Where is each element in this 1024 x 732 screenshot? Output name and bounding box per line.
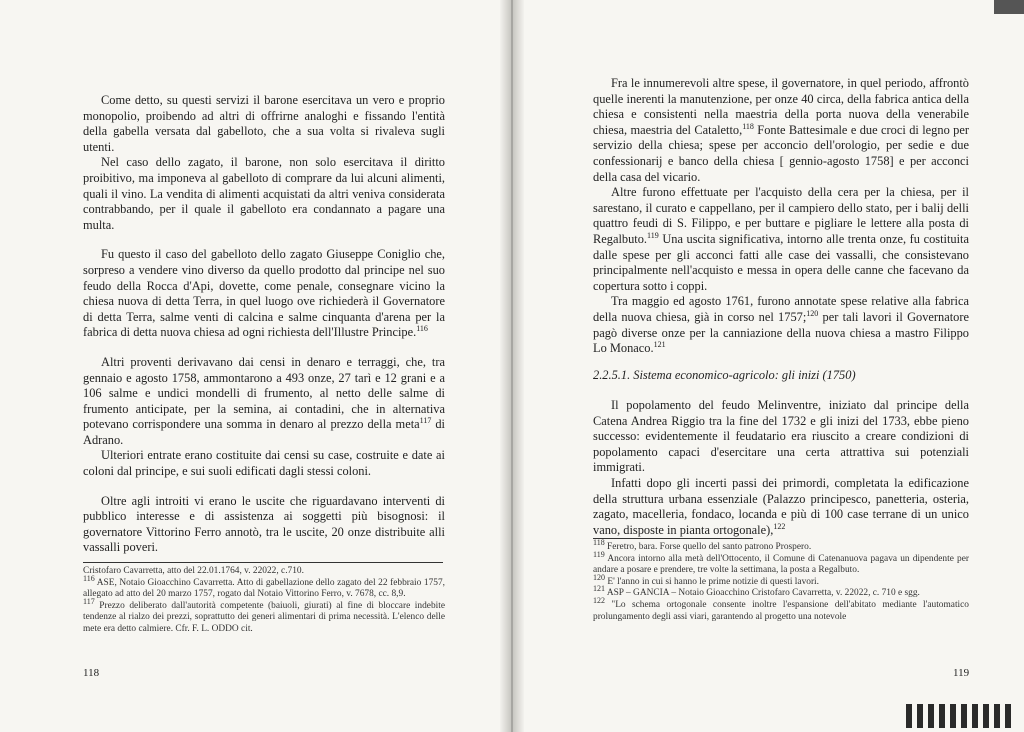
footnote-121 [593,584,969,600]
footnote-118-text: Feretro, bara. Forse quello del santo patrono Prospero. [607,542,812,552]
footnote-122-text: "Lo schema ortogonale consente inoltre l'espansione dell'abitato mediante l'automatico prolungamento degli assi viari, garantendo al progetto una notevole [593,599,969,622]
page-number-right: 119 [953,667,970,679]
right-paragraph-2-text: Altre furono effettuate per l'acquisto della cera per la chiesa, per il sarestano, il curato e cappellano, per il campiero dello stato, per i balij delli quattro feudi di S. Filippo, e per buttare e pigliare le lettere alla posta di Regalbuto. [593,185,969,246]
right-footnote-rule [593,538,753,539]
footnote-ref-122: 122 [773,521,786,531]
footnote-120 [593,572,969,589]
left-paragraph-6: Oltre agli introiti vi erano le uscite che riguardavano interventi di pubblico interesse e di assistenza ai soggetti più bisognosi: il governatore Vittorino Ferro annotò, tra le uscite, 20 onze distribuite alli vassalli poveri. [83,493,445,555]
right-body-text-2 [593,398,969,538]
left-paragraph-5: Ulteriori entrate erano costituite dai censi su case, costruite e date ai coloni dal principe, e sui suoli edificati dagli stessi coloni. [83,448,445,479]
footnote-117-text: Prezzo deliberato dall'autorità competente (baiuoli, giurati) al fine di bloccare indebite tendenze al rialzo dei prezzi, soprattutto dei generi alimentari di prima necessità. L'elenco delle mete era detto calmiere. Cfr. F. L. ODDO cit. [83,600,446,634]
right-paragraph-2-tail: Una uscita significativa, intorno alle trenta onze, fu costituita dalle spese per gli acconci fatti alle case dei vassalli, che consistevano principalmente nell'acquisto e messa in opera delle canne che facevano da copertura sotto i coppi. [593,231,969,293]
footnote-121-text: ASP – GANCIA – Notaio Gioacchino Cristofaro Cavarretta, v. 22022, c. 710 e sgg. [606,588,920,599]
left-body-text [83,93,445,556]
footnote-ref-118: 118 [742,121,754,131]
page-number-left: 118 [83,667,100,679]
right-footnotes [593,537,970,623]
left-footnotes [83,566,445,636]
section-heading: 2.2.5.1. Sistema economico-agricolo: gli inizi (1750) [593,368,856,382]
footnote-119 [593,549,970,577]
left-paragraph-1: Come detto, su questi servizi il barone esercitava un vero e proprio monopolio, proibendo ad altri di offrirne analoghi e fissando l'entità della gabella versata dal gabelloto, che a sua volta si rivaleva sugli utenti. [83,93,445,154]
right-paragraph-2 [593,185,969,294]
footnote-122 [593,595,969,623]
left-paragraph-3-text: Fu questo il caso del gabelloto dello zagato Giuseppe Coniglio che, sorpreso a vendere vino diverso da quello prodotto dal principe nel suo feudo della Rocca d'Api, dovette, come penale, consegnare vicino la chiesa nuova di detta Terra, in quel luogo ove richiederà il Governatore di detta Terra, salme venti di calcina e salme cinquanta d'arena per la fabrica di detta nuova chiesa ad ogni richiesta dell'Illustre Principe. [83,247,445,340]
footnote-mark-117: 117 [83,596,95,606]
footnote-mark-119: 119 [593,549,605,559]
left-paragraph-2: Nel caso dello zagato, il barone, non solo esercitava il diritto proibitivo, ma imponeva al gabelloto di comprare da lui alcuni alimenti, quali il vino. La vendita di alimenti acquistati da altri veniva considerata contrabbando, per il quale il gabelloto era condannato a pagare una multa. [83,155,445,232]
right-paragraph-5-text: Infatti dopo gli incerti passi dei primordi, completata la edificazione della struttura urbana essenziale (Palazzo principesco, panetteria, osteria, zagato, macelleria, fondaco, locanda e più di 100 case terrane di un unico vano, disposte in pianta ortogonale), [593,475,969,537]
footnote-ref-116: 116 [416,324,428,334]
book-gutter [500,0,524,732]
footnote-mark-122: 122 [593,595,605,605]
scan-edge-marks [906,704,1016,728]
right-paragraph-1-tail: Fonte Battesimale e due croci di legno per servizio della chiesa; spese per acconcio dell'orologio, per sedie e due confessionarij e banco della chiesa [ gennio-agosto 1758] e per acconci della casa del vicario. [593,122,969,184]
right-paragraph-3-tail: per tali lavori il Governatore pagò diverse onze per la canniazione della nuova chiesa a mastro Filippo Lo Monaco. [593,309,969,356]
footnote-ref-119: 119 [647,230,659,240]
footnote-ref-121: 121 [653,339,666,349]
right-body-text [593,76,969,357]
right-paragraph-3-text: Tra maggio ed agosto 1761, furono annotate spese relative alla fabrica della nuova chiesa, già in corso nel 1757; [593,294,969,324]
scan-corner [994,0,1024,14]
left-paragraph-3 [83,247,445,341]
right-paragraph-4: Il popolamento del feudo Melinventre, iniziato dal principe della Catena Andrea Riggio tra la fine del 1732 e gli inizi del 1733, ebbe pieno successo: evidentemente il feudatario era riuscito a creare condizioni di popolamento capaci d'esercitare una certa attrattiva sui potenziali immigrati. [593,398,969,475]
footnote-116 [83,573,445,601]
footnote-mark-120: 120 [593,572,605,582]
footnote-118 [593,537,969,554]
left-footnote-rule [83,562,443,563]
footnote-117 [83,596,446,636]
left-paragraph-4-text: Altri proventi derivavano dai censi in denaro e terraggi, che, tra gennaio e agosto 1758, ammontarono a 493 onze, 27 tarì e 12 grani e a 106 salme e undici mondelli di frumento, al netto delle salme di frumento anticipate, per la semina, ai contadini, che in alternativa potevano corrispondere una somma in denaro al prezzo della meta [83,354,445,432]
right-paragraph-3 [593,294,969,356]
right-paragraph-1-text: Fra le innumerevoli altre spese, il governatore, in quel periodo, affrontò quelle inerenti la manutenzione, per onze 40 circa, della fabrica antica della chiesa e consistenti nella maestria della porta nuova della venerabile chiesa, maestria del Cataletto, [593,76,969,137]
footnote-mark-116: 116 [83,573,95,583]
footnote-116-text: ASE, Notaio Gioacchino Cavarretta. Atto di gabellazione dello zagato del 22 febbraio 1757, allegato ad atto del 20 marzo 1757, rogato dal Notaio Vittorino Ferro, v. 7678, cc. 8,9. [83,577,445,600]
footnote-119-text: Ancora intorno alla metà dell'Ottocento, il Comune di Catenanuova pagava un dipendente per andare a posare e prendere, tre volte la settimana, la posta a Regalbuto. [593,553,970,576]
footnote-115-cont: Cristofaro Cavarretta, atto del 22.01.1764, v. 22022, c.710. [83,566,304,576]
footnote-120-text: E' l'anno in cui si hanno le prime notizie di questi lavori. [607,576,820,587]
footnote-mark-121: 121 [593,584,605,594]
right-paragraph-1 [593,76,969,185]
footnote-ref-120: 120 [806,308,819,318]
right-page [512,0,1024,732]
footnote-ref-117: 117 [419,416,432,426]
footnote-mark-118: 118 [593,537,605,547]
left-paragraph-4-tail: di Adrano. [83,417,445,447]
right-paragraph-5 [593,476,969,538]
left-paragraph-4 [83,355,445,449]
